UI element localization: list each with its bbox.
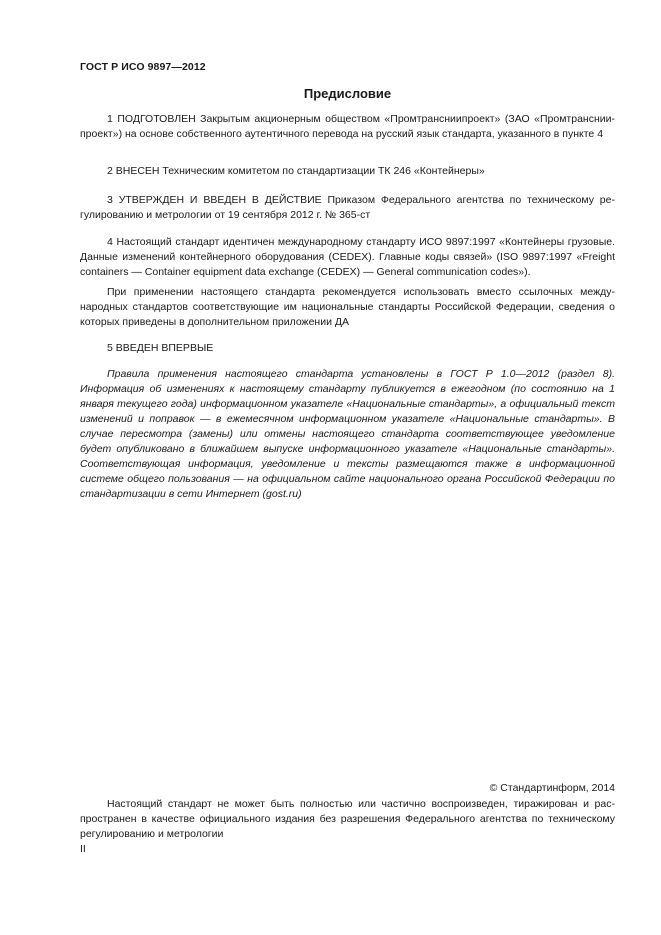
paragraph-reference-standards: При применении настоящего стандарта рекомендуется использовать вместо ссылочных международных стандартов соответствующие им национальные стандарты Российской Федерации, сведения о которых приведены в дополнительном приложении ДА	[80, 286, 615, 328]
paragraph-introduced-first: 5 ВВЕДЕН ВПЕРВЫЕ	[107, 342, 214, 354]
paragraph-identical-standard: 4 Настоящий стандарт идентичен международному стандарту ИСО 9897:1997 «Контейнеры грузовые. Данные изменений контейнерного оборудования (CEDEX). Главные коды связей» (ISO 9897:1997 «Freight containers — Container equipment data exchange (CEDEX) — General communication codes»).	[80, 236, 615, 278]
copyright-notice: © Стандартинформ, 2014	[489, 782, 615, 794]
paragraph-approved: 3 УТВЕРЖДЕН И ВВЕДЕН В ДЕЙСТВИЕ Приказом Федерального агентства по техническому регулированию и метрологии от 19 сентября 2012 г. № 365-ст	[80, 194, 615, 221]
document-page	[80, 0, 615, 935]
reproduction-notice: Настоящий стандарт не может быть полностью или частично воспроизведен, тиражирован и распространен в качестве официального издания без разрешения Федерального агентства по техническому регулированию и метрологии	[80, 798, 615, 840]
page-number: II	[80, 843, 86, 855]
page-title: Предисловие	[303, 86, 392, 101]
paragraph-prepared-by: 1 ПОДГОТОВЛЕН Закрытым акционерным обществом «Промтрансниипроект» (ЗАО «Промтрансниипроект») на основе собственного аутентичного перевода на русский язык стандарта, указанного в пункте 4	[80, 113, 615, 140]
paragraph-application-rules: Правила применения настоящего стандарта установлены в ГОСТ Р 1.0—2012 (раздел 8). Информация об изменениях к настоящему стандарту публикуется в ежегодном (по состоянию на 1 января текущего года) информационном указателе «Национальные стандарты», а официальный текст изменений и поправок — в ежемесячном информационном указателе «Национальные стандарты». В случае пересмотра (замены) или отмены настоящего стандарта соответствующее уведомление будет опубликовано в ближайшем выпуске информационного указателе «Национальные стандарты». Соответствующая информация, уведомление и тексты размещаются также в информационной системе общего пользования — на официальном сайте национального органа Российской Федерации по стандартизации в сети Интернет (gost.ru)	[80, 368, 615, 500]
document-code-header: ГОСТ Р ИСО 9897—2012	[80, 61, 206, 73]
paragraph-submitted-by: 2 ВНЕСЕН Техническим комитетом по стандартизации ТК 246 «Контейнеры»	[107, 165, 485, 177]
